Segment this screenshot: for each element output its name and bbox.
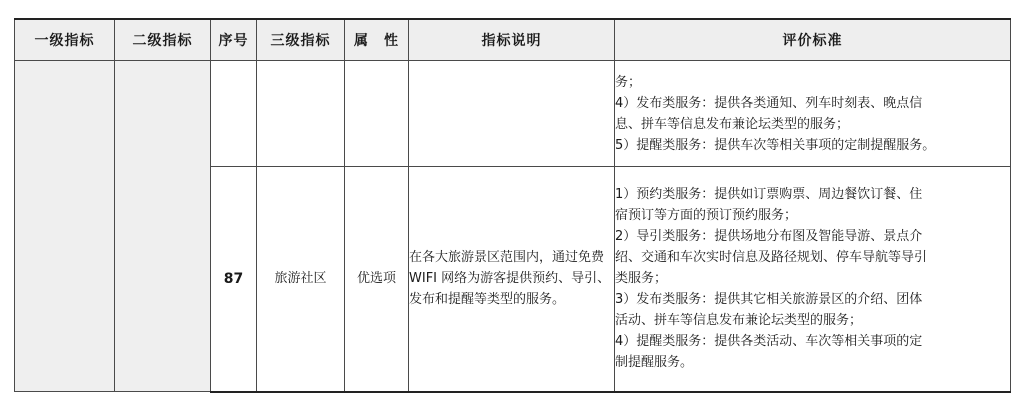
level2-cell	[115, 61, 211, 392]
criteria-cell	[615, 167, 1011, 392]
criteria-line: 2）导引类服务：提供场地分布图及智能导游、景点介	[615, 229, 923, 245]
seq-cell: 87	[211, 167, 257, 392]
level1-cell	[15, 61, 115, 392]
attribute-cell: 优选项	[345, 167, 409, 392]
header-criteria: 评价标准	[615, 19, 1011, 61]
criteria-line: 制提醒服务。	[615, 355, 694, 371]
header-level3: 三级指标	[257, 19, 345, 61]
criteria-line: 4）发布类服务：提供各类通知、列车时刻表、晚点信	[615, 95, 923, 111]
criteria-line: 4）提醒类服务：提供各类活动、车次等相关事项的定	[615, 334, 923, 350]
header-seq: 序号	[211, 19, 257, 61]
level3-cell: 旅游社区	[257, 167, 345, 392]
seq-cell-continued	[211, 61, 257, 167]
header-description: 指标说明	[409, 19, 615, 61]
attribute-cell-continued	[345, 61, 409, 167]
criteria-line: 息、拼车等信息发布兼论坛类型的服务；	[615, 116, 850, 132]
header-attribute: 属 性	[345, 19, 409, 61]
level3-cell-continued	[257, 61, 345, 167]
criteria-line: 1）预约类服务：提供如订票购票、周边餐饮订餐、住	[615, 187, 923, 203]
criteria-line: 活动、拼车等信息发布兼论坛类型的服务；	[615, 313, 863, 329]
table-header-row	[15, 19, 1011, 61]
criteria-cell-continued	[615, 61, 1011, 167]
criteria-line: 务；	[615, 74, 642, 90]
header-level1: 一级指标	[15, 19, 115, 61]
table-row-continued	[15, 61, 1011, 167]
criteria-line: 绍、交通和车次实时信息及路径规划、停车导航等导引	[615, 250, 928, 266]
criteria-line: 类服务；	[615, 271, 668, 287]
criteria-line: 3）发布类服务：提供其它相关旅游景区的介绍、团体	[615, 292, 923, 308]
criteria-line: 宿预订等方面的预订预约服务；	[615, 208, 798, 224]
indicator-table	[14, 18, 1011, 393]
header-level2: 二级指标	[115, 19, 211, 61]
description-cell: 在各大旅游景区范围内，通过免费 WIFI 网络为游客提供预约、导引、发布和提醒等类型的服务。	[409, 167, 615, 392]
criteria-line: 5）提醒类服务：提供车次等相关事项的定制提醒服务。	[615, 137, 936, 153]
description-cell-continued	[409, 61, 615, 167]
